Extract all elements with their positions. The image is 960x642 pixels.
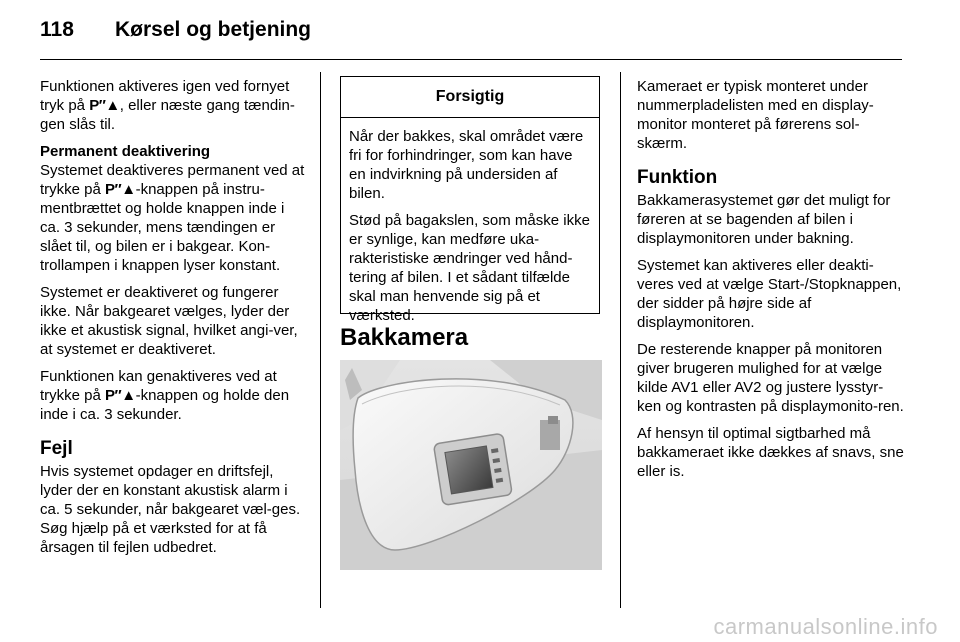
paragraph-deactivated: Systemet er deaktiveret og fungerer ikke. Når bakgearet vælges, lyder der ikke et akustisk signal, hvilket angi-ver, at systemet er deaktiveret. <box>40 284 298 358</box>
chapter-title: Kørsel og betjening <box>115 18 312 41</box>
park-pilot-icon: P″▲ <box>105 181 136 198</box>
paragraph-visibility: Af hensyn til optimal sigtbarhed må bakkameraet ikke dækkes af snavs, sne eller is. <box>637 425 904 480</box>
caution-box <box>340 76 600 324</box>
paragraph-reenable: Funktionen kan genaktiveres ved at trykke på P″▲-knappen og holde den inde i ca. 3 sekunder. <box>40 368 290 423</box>
paragraph-buttons: De resterende knapper på monitoren giver brugeren mulighed for at vælge kilde AV1 eller AV2 og justere lysstyr-ken og kontrasten på displaymonito-ren. <box>637 341 904 415</box>
heading-fejl: Fejl <box>40 438 73 459</box>
header-divider <box>40 59 902 60</box>
column-divider-right <box>620 72 621 608</box>
paragraph-activate: Systemet kan aktiveres eller deakti-veres ved at vælge Start-/Stopknappen, der sidder på højre side af displaymonitoren. <box>637 257 902 331</box>
paragraph-fault: Hvis systemet opdager en driftsfejl, lyder der en konstant akustisk alarm i ca. 5 sekunder, når bakgearet væl-ges. Søg hjælp på et værksted for at få årsagen til fejlen udbedret. <box>40 463 301 556</box>
sun-visor-monitor-image <box>340 360 602 570</box>
left-column <box>40 77 308 565</box>
park-pilot-icon: P″▲ <box>105 387 136 404</box>
paragraph-permanent: Systemet deaktiveres permanent ved at trykke på P″▲-knappen på instru-mentbrættet og holde knappen inde i ca. 3 sekunder, mens tændingen er slået til, og bilen er i bakgear. Kon-trollampen i knappen lyser konstant. <box>40 162 305 274</box>
watermark: carmanualsonline.info <box>713 614 938 639</box>
paragraph-function: Bakkamerasystemet gør det muligt for føreren at se bagenden af bilen i displaymonitoren under bakning. <box>637 192 891 247</box>
right-column <box>637 77 905 489</box>
heading-permanent-deactivation: Permanent deaktivering <box>40 143 211 160</box>
heading-funktion: Funktion <box>637 167 718 188</box>
column-divider-left <box>320 72 321 608</box>
section-title-bakkamera: Bakkamera <box>340 324 469 351</box>
caution-paragraph-2: Stød på bagakslen, som måske ikke er synlige, kan medføre uka-rakteristiske ændringer ved hånd-tering af bilen. I et sådant tilfælde skal man henvende sig på et værksted. <box>349 212 590 324</box>
caution-title: Forsigtig <box>341 77 599 118</box>
paragraph-camera-location: Kameraet er typisk monteret under nummerpladelisten med en display-monitor monteret på førerens sol-skærm. <box>637 78 874 152</box>
page-number: 118 <box>40 18 74 41</box>
paragraph-reactivate: Funktionen aktiveres igen ved fornyet tryk på P″▲, eller næste gang tændin-gen slås til. <box>40 78 295 133</box>
park-pilot-icon: P″▲ <box>89 97 120 114</box>
caution-paragraph-1: Når der bakkes, skal området være fri for forhindringer, som kan have en indvirkning på undersiden af bilen. <box>349 128 584 202</box>
